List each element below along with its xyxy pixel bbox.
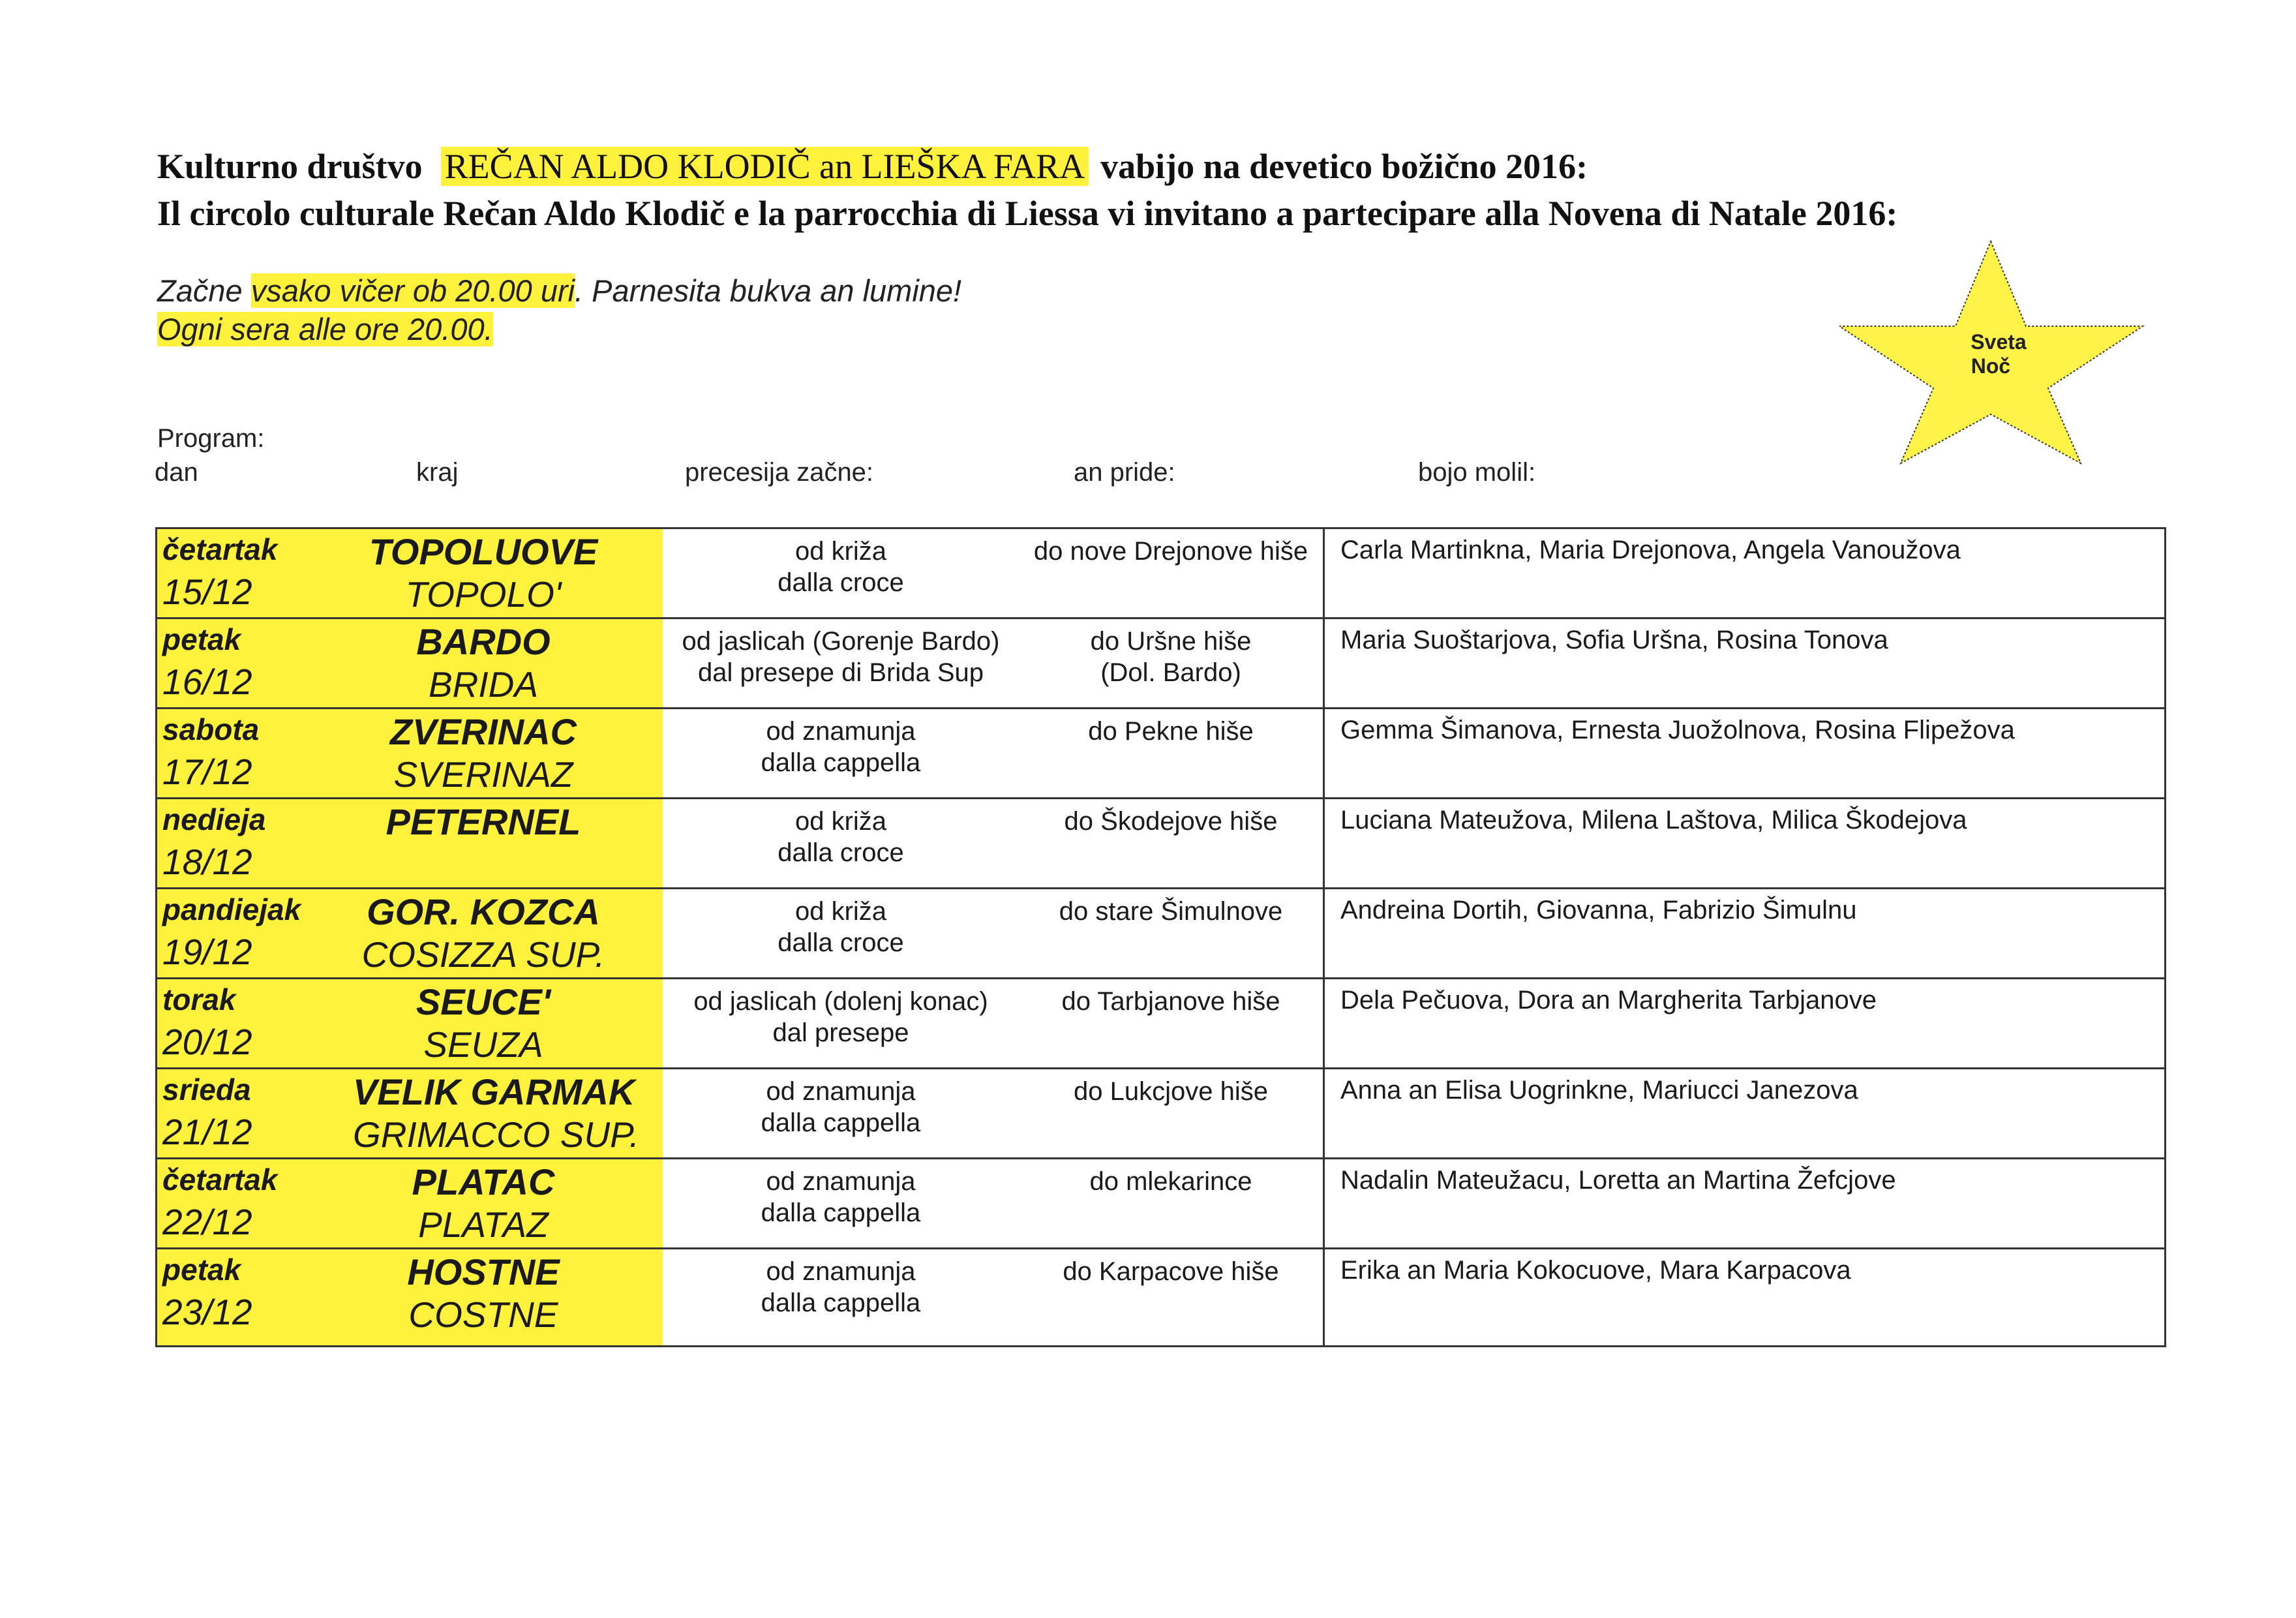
day-name: sabota: [162, 712, 260, 746]
prayed-by-cell: Maria Suoštarjova, Sofia Uršna, Rosina Tonova: [1324, 618, 2166, 709]
procession-end-cell: [1019, 618, 1324, 709]
table-row: [157, 1249, 2166, 1347]
prayed-by-cell: Gemma Šimanova, Ernesta Juožolnova, Rosina Flipežova: [1324, 709, 2166, 799]
procession-start-cell: [663, 799, 1019, 889]
start-line-1: od križa: [794, 897, 887, 926]
date: 18/12: [162, 842, 252, 882]
date: 19/12: [162, 932, 252, 972]
start-line-2: dalla cappella: [761, 1289, 921, 1317]
day-name: četartak: [162, 1163, 278, 1197]
intro-highlight: vsako vičer ob 20.00 uri: [250, 273, 575, 308]
day-name: srieda: [162, 1073, 251, 1107]
place-slovene: BARDO: [416, 621, 551, 662]
day-place-cell: [157, 1159, 663, 1249]
day-place-cell: [157, 618, 663, 709]
start-line-1: od jaslicah (Gorenje Bardo): [682, 627, 1000, 656]
day-place-cell: [157, 889, 663, 979]
end-line-1: do stare Šimulnove: [1059, 897, 1283, 926]
place-italian: COSTNE: [408, 1294, 558, 1335]
header-line-2: Il circolo culturale Rečan Aldo Klodič e la parrocchia di Liessa vi invitano a partecipare alla Novena di Natale 2016:: [157, 194, 1898, 233]
table-row: [157, 528, 2166, 618]
header-suffix: vabijo na devetico božično 2016:: [1100, 147, 1588, 186]
place-slovene: VELIK GARMAK: [353, 1071, 635, 1112]
end-line-2: (Dol. Bardo): [1100, 658, 1241, 687]
start-line-2: dalla cappella: [761, 1108, 921, 1137]
table-row: [157, 618, 2166, 709]
column-header-place: kraj: [416, 458, 459, 487]
procession-end-cell: [1019, 1249, 1324, 1347]
place-slovene: GOR. KOZCA: [367, 891, 600, 932]
procession-start-cell: [663, 1069, 1019, 1159]
start-line-2: dalla croce: [778, 838, 904, 867]
place-italian: SVERINAZ: [393, 754, 573, 795]
place-slovene: ZVERINAC: [389, 711, 577, 752]
place-italian: SEUZA: [423, 1024, 543, 1065]
header-prefix: Kulturno društvo: [157, 147, 423, 186]
end-line-1: do Lukcjove hiše: [1074, 1077, 1268, 1106]
table-row: [157, 1159, 2166, 1249]
end-line-1: do mlekarince: [1089, 1167, 1252, 1196]
start-line-2: dal presepe di Brida Sup: [697, 658, 984, 687]
procession-end-cell: [1019, 528, 1324, 618]
start-line-1: od znamunja: [766, 1167, 916, 1196]
start-line-1: od znamunja: [766, 1257, 916, 1286]
prayed-by-cell: Luciana Mateužova, Milena Laštova, Milica Škodejova: [1324, 799, 2166, 889]
date: 22/12: [162, 1202, 252, 1242]
prayed-by-cell: Anna an Elisa Uogrinkne, Mariucci Janezova: [1324, 1069, 2166, 1159]
procession-end-cell: [1019, 1069, 1324, 1159]
column-header-day: dan: [155, 458, 198, 487]
prayed-by-cell: Erika an Maria Kokocuove, Mara Karpacova: [1324, 1249, 2166, 1347]
prayed-by-cell: Nadalin Mateužacu, Loretta an Martina Žefcjove: [1324, 1159, 2166, 1249]
procession-start-cell: [663, 618, 1019, 709]
day-place-cell: [157, 799, 663, 889]
procession-start-cell: [663, 528, 1019, 618]
day-place-cell: [157, 979, 663, 1069]
day-place-cell: [157, 1249, 663, 1347]
place-slovene: SEUCE': [415, 981, 551, 1022]
table-row: [157, 1069, 2166, 1159]
star-text-1: Sveta: [1971, 330, 2027, 354]
day-name: nedieja: [162, 802, 266, 836]
prayed-by-cell: Andreina Dortih, Giovanna, Fabrizio Šimulnu: [1324, 889, 2166, 979]
place-italian: BRIDA: [428, 664, 539, 705]
table-row: [157, 799, 2166, 889]
date: 15/12: [162, 572, 252, 612]
place-italian: GRIMACCO SUP.: [353, 1114, 640, 1155]
program-label: Program:: [157, 424, 265, 453]
intro-text-b: . Parnesita bukva an lumine!: [575, 273, 962, 308]
start-line-2: dalla croce: [778, 568, 904, 597]
end-line-1: do Karpacove hiše: [1063, 1257, 1279, 1286]
place-italian: PLATAZ: [418, 1204, 549, 1245]
start-line-2: dalla croce: [778, 928, 904, 957]
intro-line-2: [157, 311, 493, 347]
procession-end-cell: [1019, 889, 1324, 979]
column-header-start: precesija začne:: [685, 458, 874, 487]
day-place-cell: [157, 1069, 663, 1159]
place-slovene: PETERNEL: [385, 801, 581, 842]
day-place-cell: [157, 528, 663, 618]
place-italian: COSIZZA SUP.: [361, 934, 605, 975]
procession-start-cell: [663, 979, 1019, 1069]
place-slovene: TOPOLUOVE: [369, 531, 598, 572]
procession-start-cell: [663, 1249, 1019, 1347]
intro-text-a: Začne: [157, 273, 251, 308]
table-row: [157, 889, 2166, 979]
intro-italian: Ogni sera alle ore 20.00.: [157, 312, 493, 346]
place-italian: TOPOLO': [405, 574, 562, 615]
place-slovene: PLATAC: [412, 1161, 555, 1202]
intro-line-1: [157, 273, 961, 309]
end-line-1: do Pekne hiše: [1088, 717, 1254, 746]
header-line-1: [157, 146, 1588, 187]
end-line-1: do Uršne hiše: [1090, 627, 1252, 656]
procession-start-cell: [663, 1159, 1019, 1249]
end-line-1: do Tarbjanove hiše: [1061, 987, 1280, 1016]
start-line-2: dal presepe: [772, 1018, 909, 1047]
header-organization: REČAN ALDO KLODIČ an LIEŠKA FARA: [441, 147, 1089, 186]
date: 20/12: [162, 1022, 252, 1062]
day-name: petak: [162, 622, 241, 656]
schedule-table: [155, 527, 2166, 1347]
procession-start-cell: [663, 889, 1019, 979]
star-text-2: Noč: [1971, 354, 2011, 378]
start-line-1: od znamunja: [766, 1077, 916, 1106]
day-place-cell: [157, 709, 663, 799]
date: 17/12: [162, 752, 252, 792]
place-slovene: HOSTNE: [407, 1251, 560, 1292]
day-name: petak: [162, 1253, 241, 1287]
start-line-2: dalla cappella: [761, 748, 921, 777]
start-line-1: od znamunja: [766, 717, 916, 746]
column-header-end: an pride:: [1074, 458, 1175, 487]
day-name: torak: [162, 983, 236, 1016]
start-line-1: od jaslicah (dolenj konac): [693, 987, 988, 1016]
procession-end-cell: [1019, 979, 1324, 1069]
day-name: pandiejak: [162, 893, 301, 926]
date: 23/12: [162, 1292, 252, 1332]
procession-start-cell: [663, 709, 1019, 799]
star-icon: [1839, 235, 2146, 470]
table-row: [157, 709, 2166, 799]
prayed-by-cell: Dela Pečuova, Dora an Margherita Tarbjanove: [1324, 979, 2166, 1069]
start-line-1: od križa: [794, 807, 887, 836]
procession-end-cell: [1019, 1159, 1324, 1249]
column-header-prayed: bojo molil:: [1418, 458, 1536, 487]
procession-end-cell: [1019, 709, 1324, 799]
end-line-1: do Škodejove hiše: [1064, 807, 1278, 836]
start-line-2: dalla cappella: [761, 1198, 921, 1227]
prayed-by-cell: Carla Martinkna, Maria Drejonova, Angela Vanoužova: [1324, 528, 2166, 618]
date: 21/12: [162, 1112, 252, 1152]
date: 16/12: [162, 662, 252, 702]
procession-end-cell: [1019, 799, 1324, 889]
start-line-1: od križa: [794, 537, 887, 566]
table-row: [157, 979, 2166, 1069]
end-line-1: do nove Drejonove hiše: [1033, 537, 1308, 566]
day-name: četartak: [162, 532, 278, 566]
